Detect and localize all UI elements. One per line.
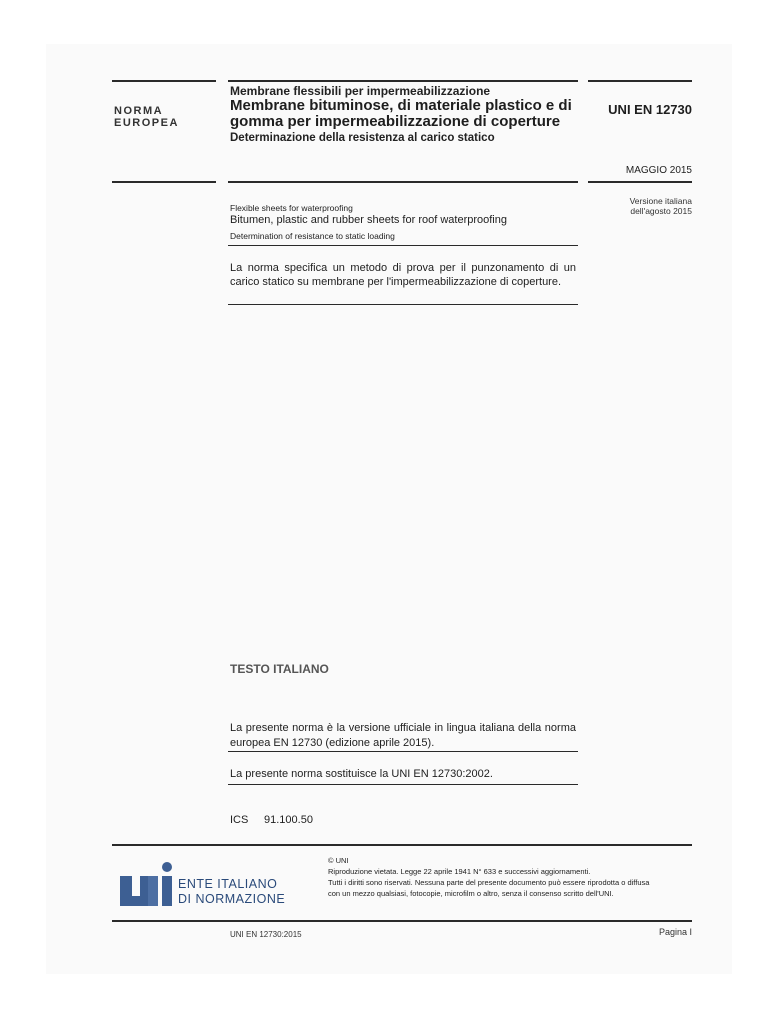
header-rule-left-top <box>112 80 216 82</box>
org-name-line2: DI NORMAZIONE <box>178 892 286 906</box>
copyright-notice <box>328 855 700 899</box>
abstract-rule <box>228 304 578 305</box>
ics-label: ICS <box>230 814 249 826</box>
official-version-text: La presente norma è la versione ufficiale in lingua italiana della norma europea EN 12730 (edizione aprile 2015). <box>230 722 576 749</box>
norma-europea-label <box>114 105 179 129</box>
org-rule-bottom <box>112 920 692 922</box>
org-name-line1: ENTE ITALIANO <box>178 877 278 891</box>
uni-logo-icon <box>118 860 174 910</box>
header-rule-right-bottom <box>588 181 692 183</box>
replaces-text: La presente norma sostituisce la UNI EN 12730:2002. <box>230 768 493 780</box>
header-rule-center-bottom <box>228 181 578 183</box>
uni-logo-dot <box>162 862 172 872</box>
norma-label-line2: EUROPEA <box>114 117 179 129</box>
header-rule-center-top <box>228 80 578 82</box>
ics-code: 91.100.50 <box>264 814 313 826</box>
organization-name <box>178 877 285 907</box>
copyright-line2: Tutti i diritti sono riservati. Nessuna parte del presente documento può essere riprodotta o diffusa <box>328 878 650 887</box>
publication-date: MAGGIO 2015 <box>625 165 692 176</box>
org-rule-top <box>112 844 692 846</box>
document-page <box>46 44 732 974</box>
uni-logo-letter-i <box>162 876 172 906</box>
version-line1: Versione italiana <box>629 196 692 206</box>
main-title-en: Bitumen, plastic and rubber sheets for roof waterproofing <box>230 214 507 226</box>
copyright-symbol-line: © UNI <box>328 856 349 865</box>
english-block-rule <box>228 245 578 246</box>
footer-page-number: Pagina I <box>658 927 692 937</box>
replaces-rule <box>228 784 578 785</box>
copyright-line1: Riproduzione vietata. Legge 22 aprile 1941 N° 633 e successivi aggiornamenti. <box>328 867 591 876</box>
version-line2: dell'agosto 2015 <box>630 206 692 216</box>
testo-italiano-heading: TESTO ITALIANO <box>230 662 329 676</box>
series-title-it: Membrane flessibili per impermeabilizzazione <box>230 84 491 98</box>
version-note <box>588 196 692 216</box>
norma-label-line1: NORMA <box>114 105 164 117</box>
abstract-text: La norma specifica un metodo di prova per il punzonamento di un carico statico su membrane per l'impermeabilizzazione di coperture. <box>230 262 576 288</box>
main-title-it: Membrane bituminose, di materiale plastico e di gomma per impermeabilizzazione di coperture <box>230 97 572 130</box>
footer-doc-code: UNI EN 12730:2015 <box>230 930 302 939</box>
subtitle-en: Determination of resistance to static loading <box>230 231 395 241</box>
subtitle-it: Determinazione della resistenza al carico statico <box>230 132 495 144</box>
copyright-line3: con un mezzo qualsiasi, fotocopie, microfilm o altro, senza il consenso scritto dell'UNI. <box>328 889 614 898</box>
header-rule-left-bottom <box>112 181 216 183</box>
series-title-en: Flexible sheets for waterproofing <box>230 203 353 213</box>
uni-logo-letter-n <box>148 876 158 906</box>
header-rule-right-top <box>588 80 692 82</box>
standard-code: UNI EN 12730 <box>608 102 692 117</box>
official-version-rule <box>228 751 578 752</box>
